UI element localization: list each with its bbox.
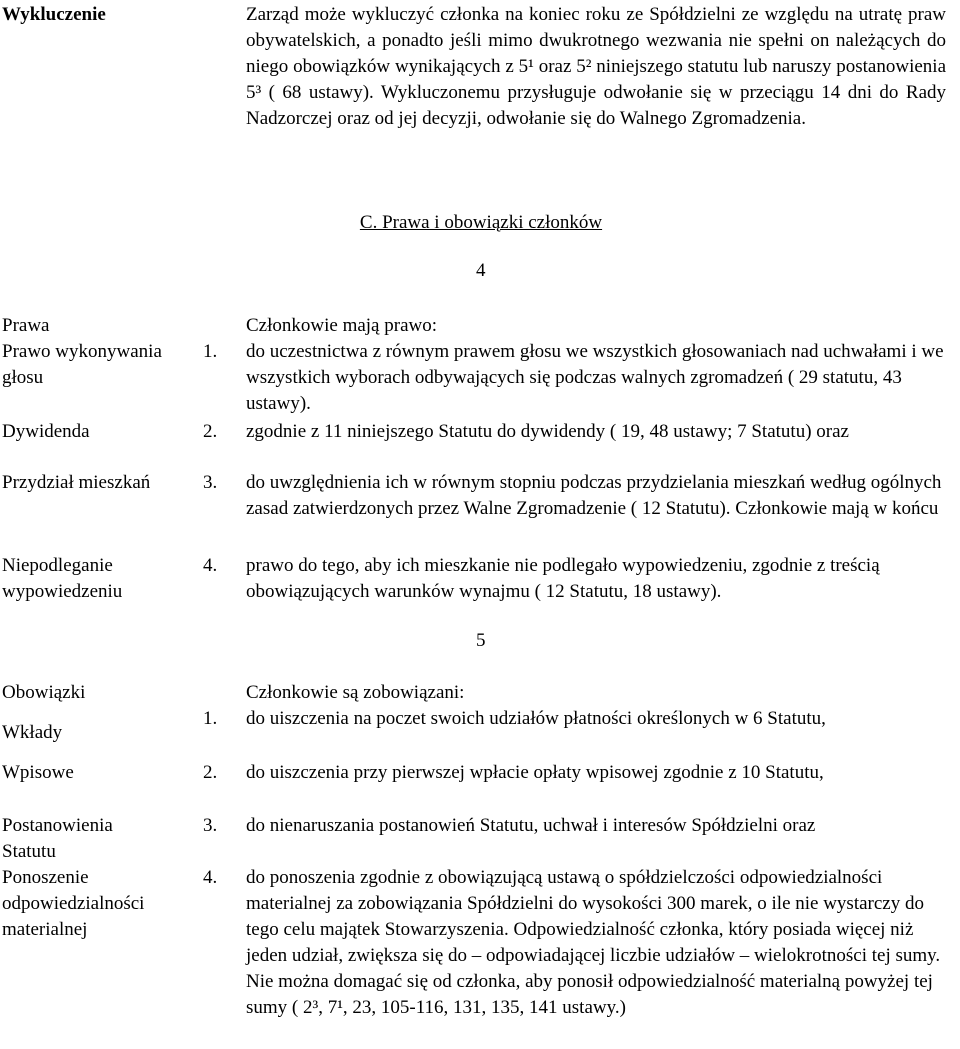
item-number: 1. <box>203 341 218 362</box>
side-label-allocation: Przydział mieszkań <box>2 472 151 493</box>
side-title-duties: Obowiązki <box>2 682 86 703</box>
side-label-contributions: Wkłady <box>2 722 63 743</box>
side-label-voting: Prawo wykonywania głosu <box>2 341 162 388</box>
item-number: 2. <box>203 762 218 783</box>
rights-item: zgodnie z 11 niniejszego Statutu do dywidendy ( 19, 48 ustawy; 7 Statutu) oraz <box>246 421 849 442</box>
item-number: 4. <box>203 867 218 888</box>
duties-item: do uiszczenia na poczet swoich udziałów płatności określonych w 6 Statutu, <box>246 708 826 729</box>
side-label-exclusion: Wykluczenie <box>2 4 106 25</box>
paragraph-number-4: 4 <box>476 260 486 281</box>
paragraph-number-5: 5 <box>476 630 486 651</box>
side-label-liability: Ponoszenie odpowiedzialności materialnej <box>2 867 145 940</box>
side-label-no-notice: Niepodleganie wypowiedzeniu <box>2 555 123 602</box>
section-heading: C. Prawa i obowiązki członków <box>359 212 603 233</box>
side-label-dividend: Dywidenda <box>2 421 90 442</box>
side-title-rights: Prawa <box>2 315 50 336</box>
side-label-provisions: Postanowienia Statutu <box>2 815 113 862</box>
rights-item: prawo do tego, aby ich mieszkanie nie podlegało wypowiedzeniu, zgodnie z treścią obowiązujących warunków wynajmu ( 12 Statutu, 18 ustawy). <box>246 555 880 602</box>
side-label-entry-fee: Wpisowe <box>2 762 74 783</box>
item-number: 2. <box>203 421 218 442</box>
item-number: 3. <box>203 472 218 493</box>
item-number: 1. <box>203 708 218 729</box>
duties-item: do nienaruszania postanowień Statutu, uchwał i interesów Spółdzielni oraz <box>246 815 816 836</box>
duties-item: do ponoszenia zgodnie z obowiązującą ustawą o spółdzielczości odpowiedzialności materialnej za zobowiązania Spółdzielni do wysokości 300 marek, o ile nie wystarczy do tego celu majątek Stowarzyszenia. Odpowiedzialność członka, który posiada więcej niż jeden udział, zwiększa się do – odpowiadającej liczbie udziałów – wielokrotności tej sumy. Nie można domagać się od członka, aby ponosił odpowiedzialność materialną powyżej tej sumy ( 2³, 7¹, 23, 105-116, 131, 135, 141 ustawy.) <box>246 867 941 1018</box>
duties-intro: Członkowie są zobowiązani: <box>246 682 465 703</box>
rights-item: do uczestnictwa z równym prawem głosu we wszystkich głosowaniach nad uchwałami i we wszystkich wyborach odbywających się podczas walnych zgromadzeń ( 29 statutu, 43 ustawy). <box>246 341 944 414</box>
item-number: 4. <box>203 555 218 576</box>
exclusion-paragraph: Zarząd może wykluczyć członka na koniec roku ze Spółdzielni ze względu na utratę praw obywatelskich, a ponadto jeśli mimo dwukrotnego wezwania nie spełni on należących do niego obowiązków wynikających z 5¹ oraz 5² niniejszego statutu lub naruszy postanowienia 5³ ( 68 ustawy). Wykluczonemu przysługuje odwołanie się w przeciągu 14 dni do Rady Nadzorczej oraz od jej decyzji, odwołanie się do Walnego Zgromadzenia. <box>246 4 946 129</box>
duties-item: do uiszczenia przy pierwszej wpłacie opłaty wpisowej zgodnie z 10 Statutu, <box>246 762 824 783</box>
rights-item: do uwzględnienia ich w równym stopniu podczas przydzielania mieszkań według ogólnych zasad zatwierdzonych przez Walne Zgromadzenie ( 12 Statutu). Członkowie mają w końcu <box>246 472 942 519</box>
rights-intro: Członkowie mają prawo: <box>246 315 438 336</box>
item-number: 3. <box>203 815 218 836</box>
